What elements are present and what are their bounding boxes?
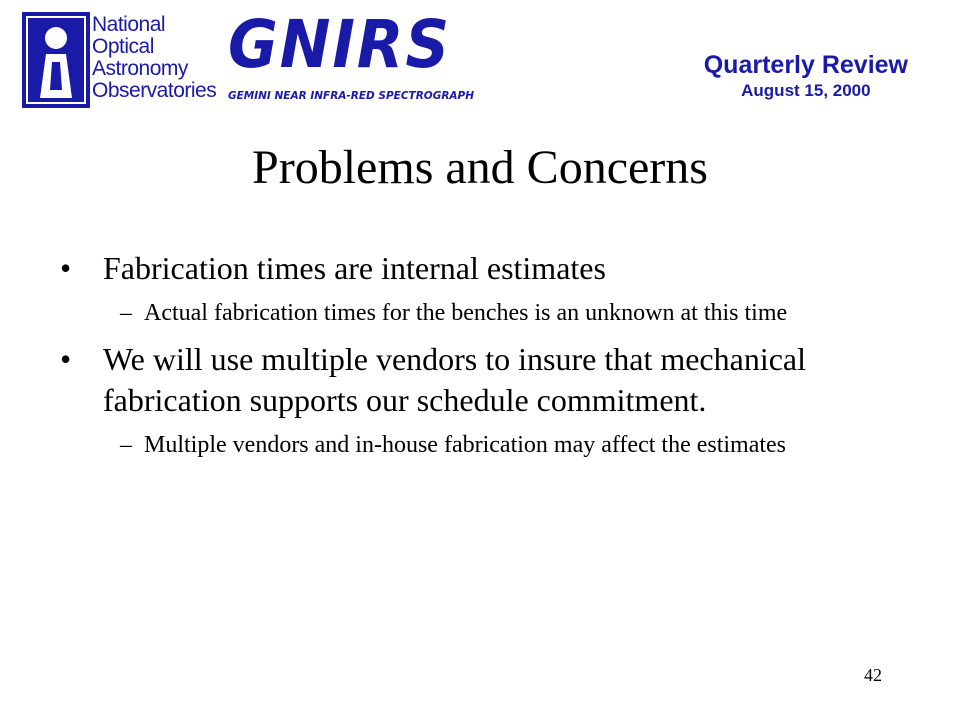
bullet-item [60, 248, 900, 289]
bullet-icon: • [60, 341, 72, 377]
bullet-text: Fabrication times are internal estimates [103, 250, 606, 286]
bullet-text: We will use multiple vendors to insure that mechanical fabrication supports our schedule commitment. [103, 341, 807, 418]
slide-header [0, 0, 960, 120]
sub-bullet-text: Multiple vendors and in-house fabrication may affect the estimates [144, 432, 787, 458]
sub-bullet-item [60, 429, 900, 461]
noao-wordmark [92, 14, 216, 102]
sub-bullet-item [60, 297, 900, 329]
dash-icon: – [120, 300, 132, 326]
noao-line: Observatories [92, 79, 217, 102]
bullet-item [60, 339, 900, 421]
page-number: 42 [864, 665, 882, 685]
review-date: August 15, 2000 [741, 81, 871, 100]
noao-line: Astronomy [92, 57, 188, 80]
dash-icon: – [120, 432, 132, 458]
slide-title: Problems and Concerns [252, 141, 708, 194]
noao-line: National [92, 13, 166, 36]
gnirs-title: GNIRS [228, 6, 451, 83]
review-title: Quarterly Review [703, 51, 908, 79]
gnirs-subtitle: GEMINI NEAR INFRA-RED SPECTROGRAPH [228, 90, 475, 102]
noao-line: Optical [92, 35, 154, 58]
slide-content [60, 248, 900, 471]
noao-logo [22, 12, 222, 108]
review-info [704, 50, 908, 102]
gnirs-logo [226, 6, 475, 106]
bullet-icon: • [60, 250, 72, 286]
noao-mark-icon [22, 12, 92, 108]
sub-bullet-text: Actual fabrication times for the benches is an unknown at this time [144, 300, 788, 326]
